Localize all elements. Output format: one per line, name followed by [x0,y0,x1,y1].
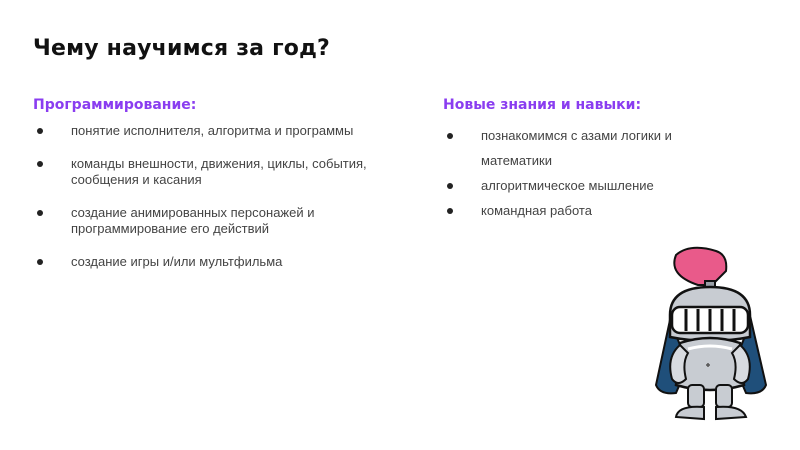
foot [716,407,746,419]
skills-heading: Новые знания и навыки: [443,97,642,113]
leg [688,385,704,407]
programming-heading: Программирование: [33,97,197,113]
skills-list [443,123,743,223]
list-item: познакомимся с азами логики и математики [443,123,743,173]
plume [674,248,726,285]
list-item: создание анимированных персонажей и программирование его действий [33,205,393,237]
foot [676,407,704,419]
knight-icon [648,245,773,425]
list-item: алгоритмическое мышление [443,173,743,198]
leg [716,385,732,407]
programming-list [33,123,393,270]
skills-column [443,97,743,223]
list-item: команды внешности, движения, циклы, события, сообщения и касания [33,156,393,188]
programming-column [33,97,393,287]
list-item: понятие исполнителя, алгоритма и программы [33,123,393,139]
list-item: командная работа [443,198,743,223]
slide-title: Чему научимся за год? [33,36,331,61]
list-item: создание игры и/или мультфильма [33,254,393,270]
